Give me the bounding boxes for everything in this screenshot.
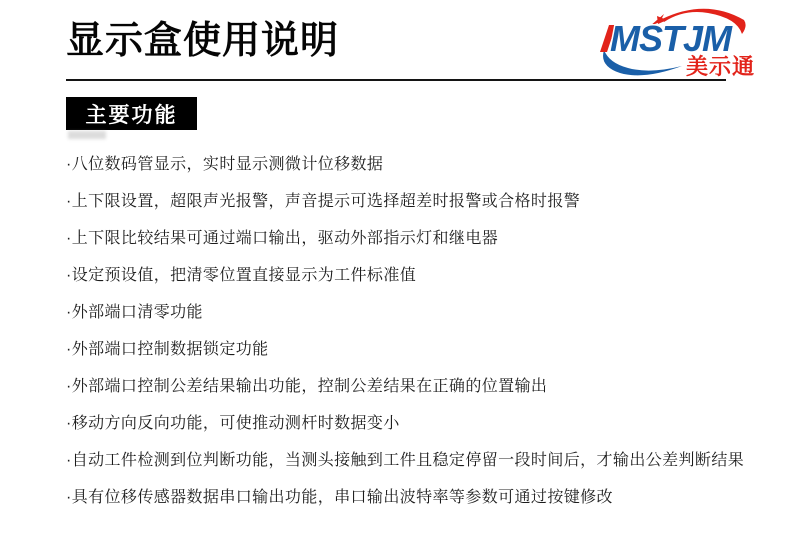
feature-item [66,146,782,183]
feature-text: ·具有位移传感器数据串口输出功能，串口输出波特率等参数可通过按键修改 [66,489,613,506]
logo-brand-cn: 美示通 [686,54,756,79]
feature-text: ·上下限设置，超限声光报警，声音提示可选择超差时报警或合格时报警 [66,193,581,210]
feature-item [66,294,782,331]
feature-item [66,331,782,368]
feature-item [66,183,782,220]
brand-logo [596,4,760,80]
feature-text: ·上下限比较结果可通过端口输出，驱动外部指示灯和继电器 [66,230,499,247]
badge-shadow [68,131,106,139]
feature-text: ·外部端口控制公差结果输出功能，控制公差结果在正确的位置输出 [66,378,548,395]
section-heading: 主要功能 [85,103,178,127]
feature-item [66,368,782,405]
feature-list [66,146,782,516]
page-title: 显示盒使用说明 [66,20,340,62]
feature-text: ·八位数码管显示，实时显示测微计位移数据 [66,156,384,173]
feature-item [66,257,782,294]
feature-item [66,405,782,442]
title-divider [66,79,726,81]
feature-text: ·移动方向反向功能，可使推动测杆时数据变小 [66,415,400,432]
feature-text: ·外部端口清零功能 [66,304,203,321]
feature-text: ·外部端口控制数据锁定功能 [66,341,269,358]
feature-item [66,479,782,516]
feature-text: ·自动工件检测到位判断功能，当测头接触到工件且稳定停留一段时间后，才输出公差判断结果 [66,452,745,469]
feature-text: ·设定预设值，把清零位置直接显示为工件标准值 [66,267,417,284]
logo-wordmark: MSTJM [610,18,731,59]
feature-item [66,442,782,479]
section-heading-badge [66,97,197,130]
feature-item [66,220,782,257]
